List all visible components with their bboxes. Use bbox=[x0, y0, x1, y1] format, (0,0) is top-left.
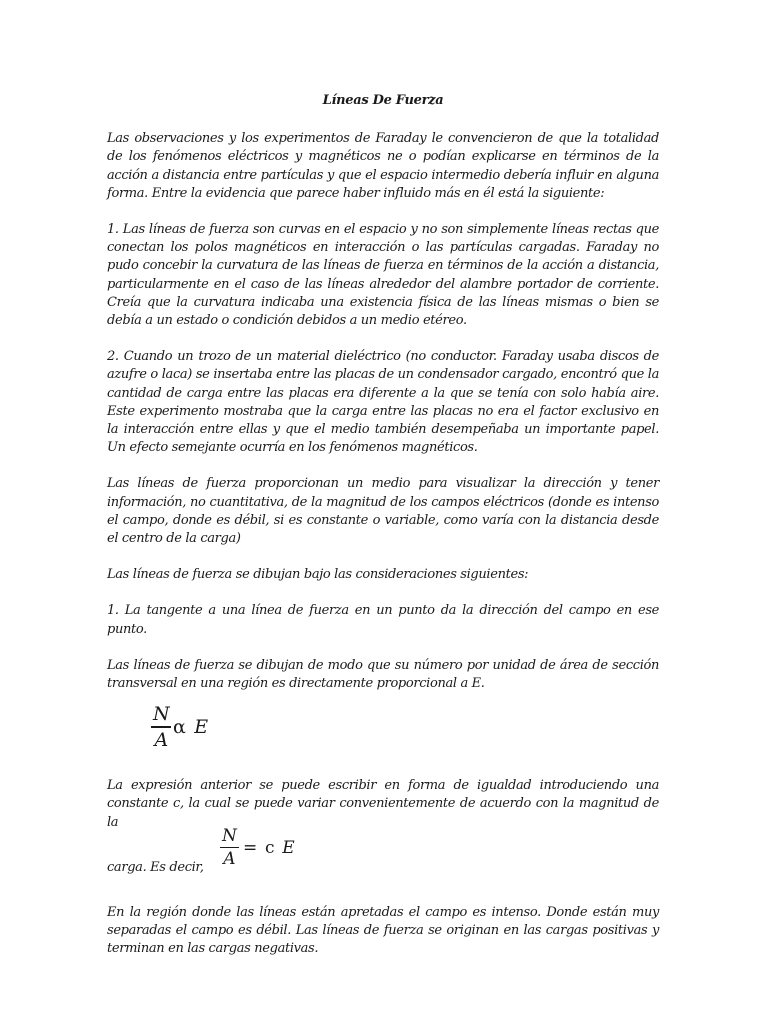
formula-e-symbol-2: E bbox=[282, 837, 295, 858]
fraction-numerator: N bbox=[153, 703, 170, 726]
fraction-n-over-a bbox=[151, 705, 171, 749]
fraction-bar bbox=[151, 726, 171, 727]
formula-equality-rhs bbox=[243, 837, 297, 858]
constant-c-symbol: c bbox=[264, 837, 275, 858]
fraction-bar-2 bbox=[220, 847, 239, 848]
paragraph-expression-end: carga. Es decir, bbox=[107, 859, 204, 875]
document-title: Líneas De Fuerza bbox=[322, 93, 444, 108]
paragraph-conclusion: En la región donde las líneas están apretadas el campo es intenso. Donde están muy separadas el campo es débil. Las líneas de fuerza se originan en las cargas positivas y terminan en las cargas negativas. bbox=[107, 904, 659, 957]
document-page bbox=[107, 92, 659, 977]
formula-equality-line bbox=[107, 825, 659, 880]
paragraph-expression: La expresión anterior se puede escribir en forma de igualdad introduciendo una constante c, la cual se puede variar convenientemente de acuerdo con la magnitud de la bbox=[107, 778, 659, 830]
formula-proportional bbox=[107, 703, 659, 767]
paragraph-intro: Las observaciones y los experimentos de Faraday le convencieron de que la totalidad de los fenómenos eléctricos y magnéticos ne o podían explicarse en términos de la acción a distancia entre partículas y que el espacio intermedio debería influir en alguna forma. Entre la evidencia que parece haber influido más en él está la siguiente: bbox=[107, 131, 659, 201]
paragraph-tangent: 1. La tangente a una línea de fuerza en un punto da la dirección del campo en ese punto. bbox=[107, 603, 659, 637]
fraction-denominator: A bbox=[154, 728, 168, 751]
equals-symbol: = bbox=[243, 837, 257, 858]
paragraph-considerations: Las líneas de fuerza se dibujan bajo las consideraciones siguientes: bbox=[107, 567, 529, 583]
formula-proportional-rhs bbox=[173, 718, 211, 737]
fraction-denominator-2: A bbox=[223, 849, 236, 870]
paragraph-point-1: 1. Las líneas de fuerza son curvas en el espacio y no son simplemente líneas rectas que conectan los polos magnéticos en interacción o las partículas cargadas. Faraday no pudo concebir la curvatura de las líneas de fuerza en términos de la acción a distancia, particularmente en el caso de las líneas alrededor del alambre portador de corriente. Creía que la curvatura indicaba una existencia física de las líneas mismas o bien se debía a un estado o condición debidos a un medio etéreo. bbox=[107, 222, 659, 329]
formula-e-symbol: E bbox=[194, 716, 208, 739]
paragraph-field-lines: Las líneas de fuerza proporcionan un medio para visualizar la dirección y tener información, no cuantitativa, de la magnitud de los campos eléctricos (donde es intenso el campo, donde es débil, si es constante o variable, como varía con la distancia desde el centro de la carga) bbox=[107, 476, 659, 547]
fraction-numerator-2: N bbox=[222, 825, 237, 846]
paragraph-point-2: 2. Cuando un trozo de un material dieléctrico (no conductor. Faraday usaba discos de azufre o laca) se insertaba entre las placas de un condensador cargado, encontró que la cantidad de carga entre las placas era diferente a la que se tenía con solo había aire. Este experimento mostraba que la carga entre las placas no era el factor exclusivo en la interacción entre ellas y que el medio también desempeñaba un importante papel. Un efecto semejante ocurría en los fenómenos magnéticos. bbox=[107, 349, 659, 456]
proportional-symbol: α bbox=[173, 716, 186, 739]
paragraph-density: Las líneas de fuerza se dibujan de modo que su número por unidad de área de sección transversal en una región es directamente proporcional a E. bbox=[107, 657, 659, 692]
fraction-n-over-a-2 bbox=[220, 825, 239, 870]
